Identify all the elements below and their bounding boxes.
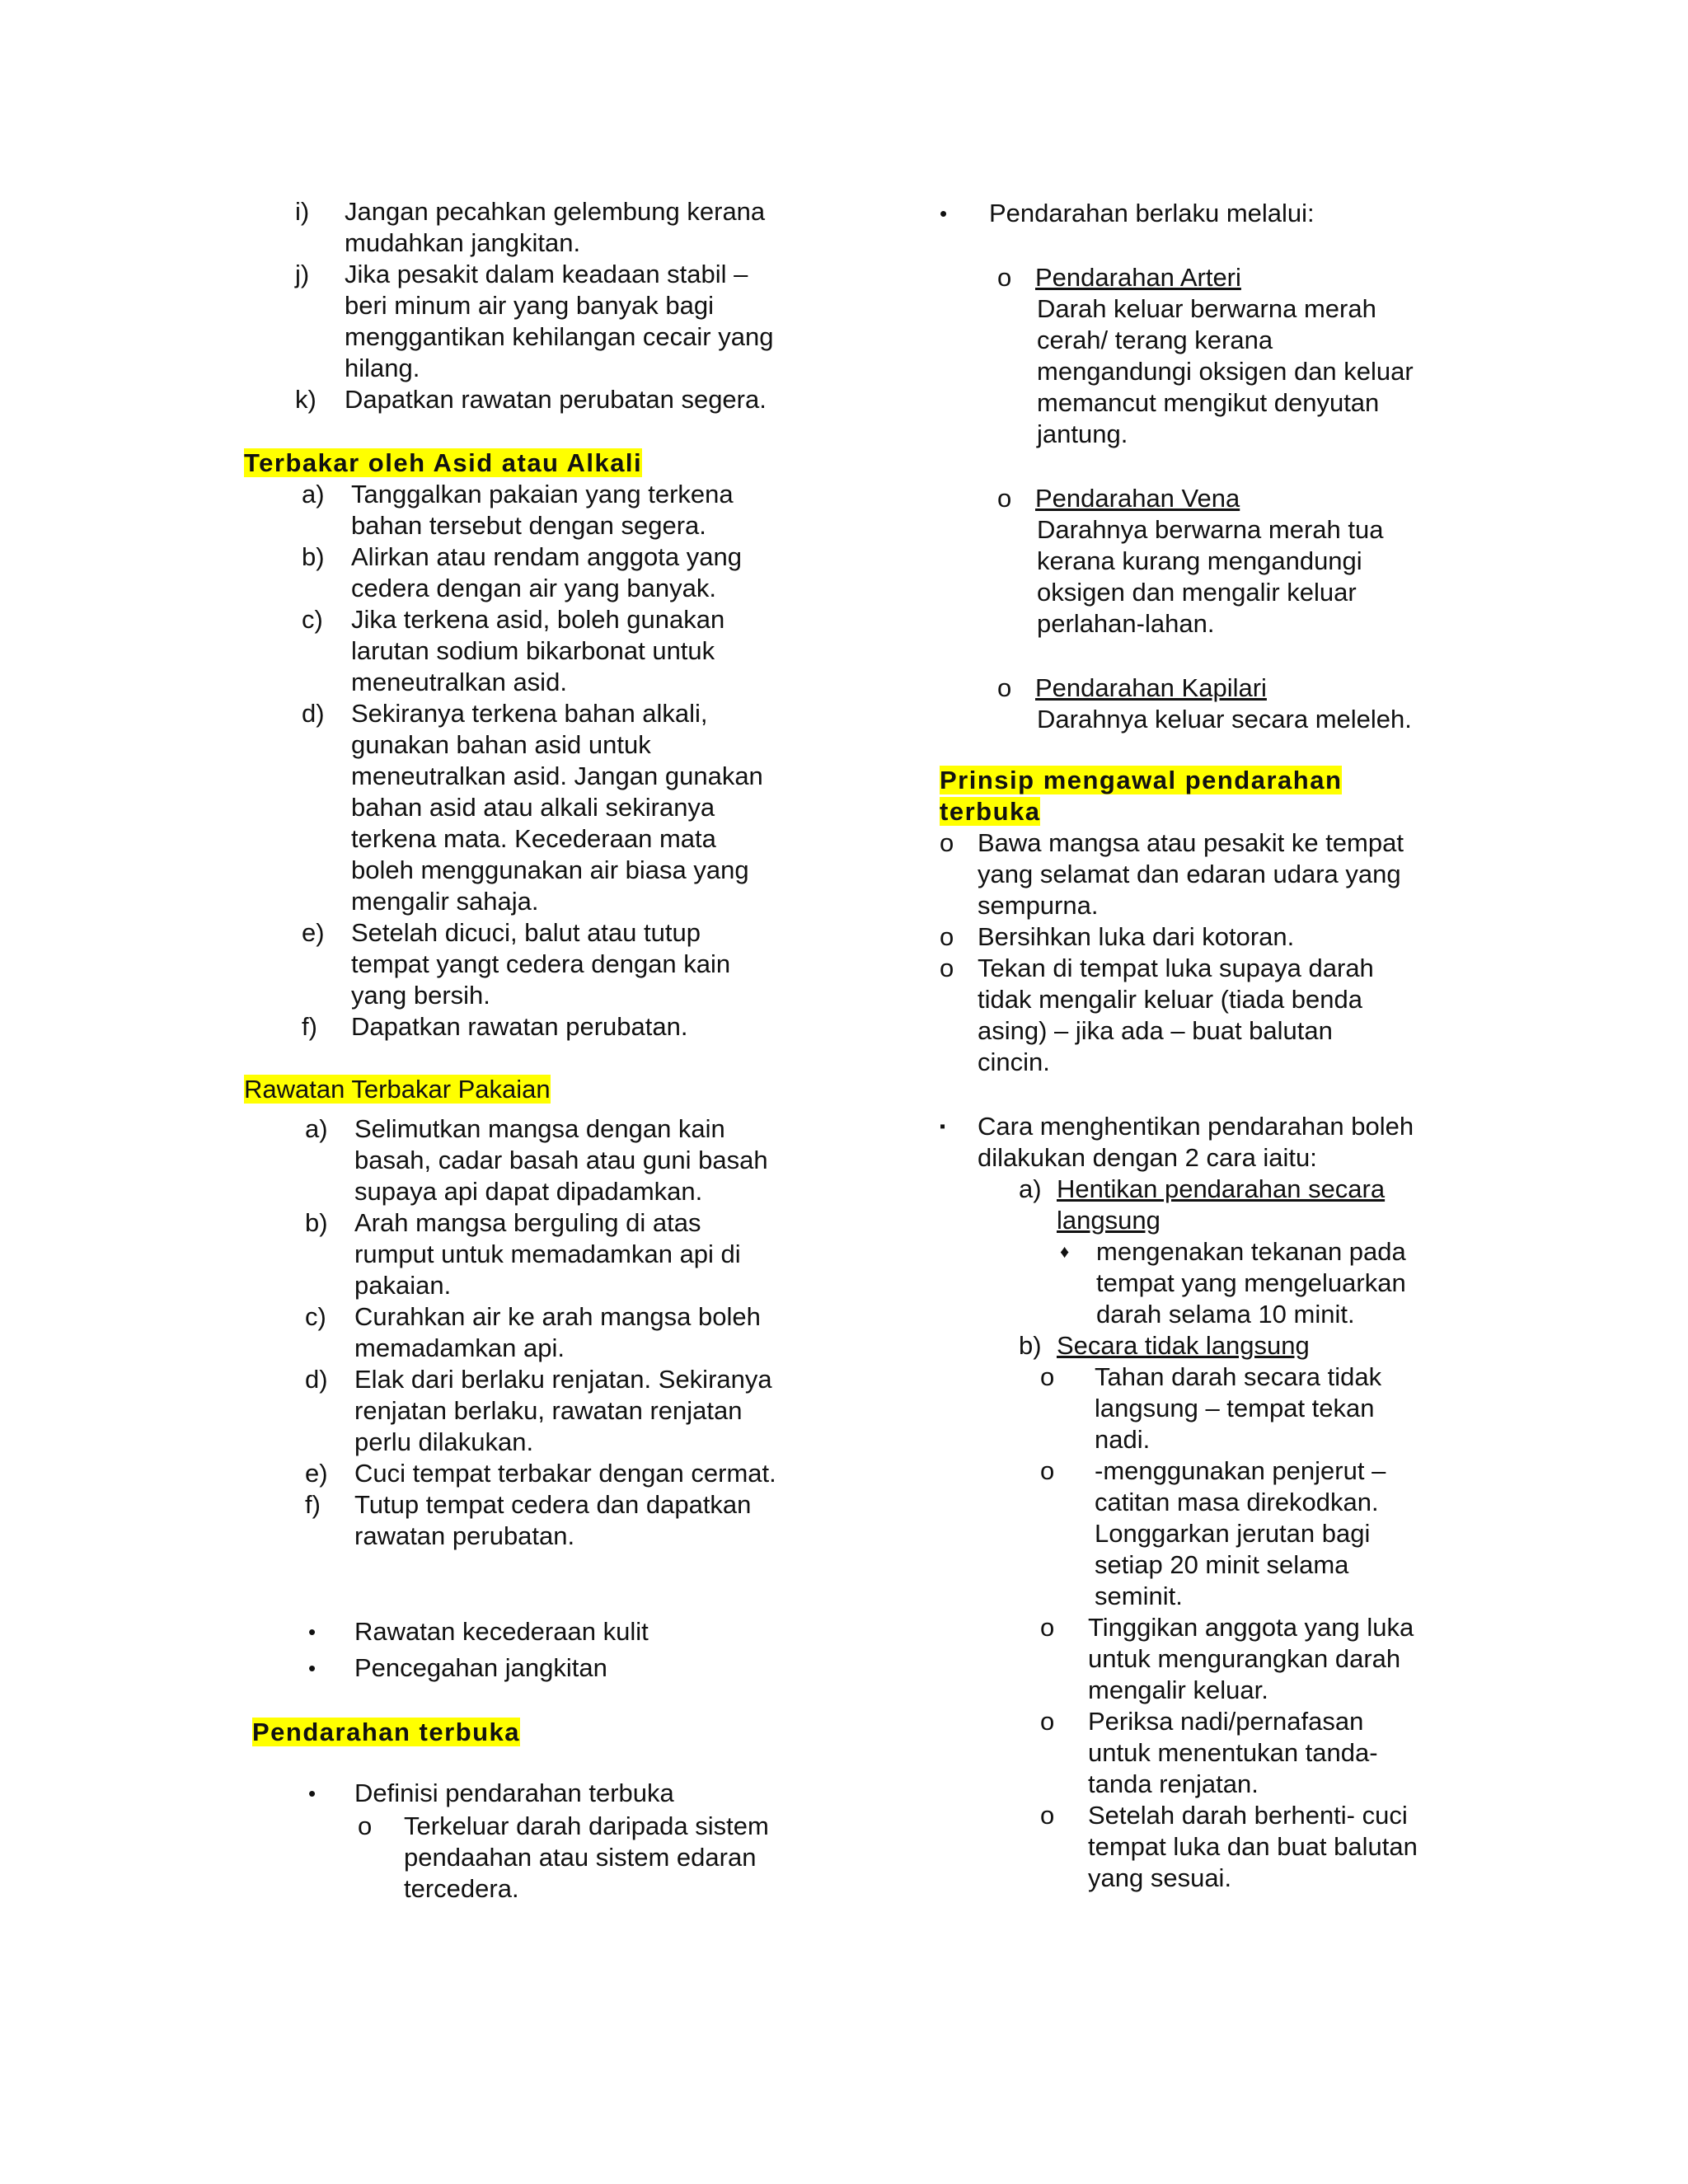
- list-marker: j): [295, 260, 310, 288]
- bleeding-type-arteri: [997, 262, 1467, 450]
- list-marker: c): [302, 605, 323, 634]
- type-title: Pendarahan Kapilari: [1035, 673, 1267, 702]
- list-text: Pencegahan jangkitan: [354, 1653, 607, 1682]
- clothing-heading: Rawatan Terbakar Pakaian: [244, 1075, 551, 1104]
- square-bullet-icon: ▪: [940, 1118, 946, 1136]
- bleeding-type-kapilari: [997, 673, 1467, 735]
- list-item: [302, 698, 821, 917]
- list-item: [308, 1778, 821, 1809]
- bleeding-heading: Pendarahan terbuka: [252, 1718, 521, 1746]
- list-marker: k): [295, 385, 316, 414]
- list-text: Tinggikan anggota yang luka untuk mengurangkan darah mengalir keluar.: [1088, 1613, 1414, 1704]
- list-item: [1040, 1455, 1467, 1612]
- list-text: Bawa mangsa atau pesakit ke tempat yang selamat dan edaran udara yang sempurna.: [978, 828, 1404, 920]
- list-text: Jangan pecahkan gelembung kerana mudahkan jangkitan.: [345, 197, 766, 257]
- list-marker: i): [295, 197, 310, 226]
- type-title: Pendarahan Vena: [1035, 484, 1240, 513]
- bullet-icon: •: [308, 1619, 316, 1644]
- list-text: Tutup tempat cedera dan dapatkan rawatan perubatan.: [354, 1490, 752, 1550]
- method-title: Hentikan pendarahan secara langsung: [1057, 1174, 1386, 1235]
- list-item: [1040, 1800, 1467, 1894]
- list-marker: d): [302, 699, 325, 728]
- list-text: Bersihkan luka dari kotoran.: [978, 922, 1295, 951]
- bullet-icon: •: [940, 201, 948, 226]
- list-item: [1040, 1612, 1467, 1706]
- list-text: Curahkan air ke arah mangsa boleh memadamkan api.: [354, 1302, 761, 1362]
- circle-bullet-icon: o: [1040, 1362, 1055, 1391]
- circle-bullet-icon: o: [940, 954, 954, 982]
- list-item: [305, 1364, 821, 1458]
- circle-bullet-icon: o: [997, 263, 1012, 292]
- list-item: [305, 1207, 821, 1301]
- circle-bullet-icon: o: [940, 922, 954, 951]
- circle-bullet-icon: o: [1040, 1801, 1055, 1830]
- list-text: Tanggalkan pakaian yang terkena bahan tersebut dengan segera.: [351, 480, 734, 540]
- list-text: Selimutkan mangsa dengan kain basah, cadar basah atau guni basah supaya api dapat dipadamkan.: [354, 1114, 768, 1206]
- list-item: [302, 541, 821, 604]
- list-marker: f): [305, 1490, 321, 1519]
- definition-block: [244, 1778, 821, 1905]
- list-item: [940, 921, 1467, 953]
- diamond-bullet-icon: ♦: [1060, 1241, 1070, 1262]
- list-item: [308, 1652, 821, 1684]
- acid-heading: Terbakar oleh Asid atau Alkali: [244, 448, 643, 477]
- clothing-list: [244, 1113, 821, 1552]
- list-item: [308, 1616, 821, 1647]
- list-item: [295, 384, 821, 415]
- bleeding-type-vena: [997, 483, 1467, 640]
- definition-label: Definisi pendarahan terbuka: [354, 1779, 674, 1807]
- list-text: Setelah dicuci, balut atau tutup tempat yangt cedera dengan kain yang bersih.: [351, 918, 731, 1010]
- list-text: Jika pesakit dalam keadaan stabil – beri minum air yang banyak bagi menggantikan kehilangan cecair yang hilang.: [345, 260, 774, 382]
- list-text: Elak dari berlaku renjatan. Sekiranya renjatan berlaku, rawatan renjatan perlu dilakukan.: [354, 1365, 772, 1456]
- list-text: Tahan darah secara tidak langsung – tempat tekan nadi.: [1095, 1362, 1382, 1454]
- list-marker: a): [1019, 1174, 1042, 1203]
- list-ijk: [244, 196, 821, 415]
- method-title: Secara tidak langsung: [1057, 1331, 1310, 1360]
- circle-bullet-icon: o: [997, 673, 1012, 702]
- list-text: Jika terkena asid, boleh gunakan larutan sodium bikarbonat untuk meneutralkan asid.: [351, 605, 725, 696]
- list-text: Dapatkan rawatan perubatan segera.: [345, 385, 767, 414]
- list-item: [305, 1113, 821, 1207]
- bullet-list: [244, 1616, 821, 1684]
- list-item: [1040, 1361, 1467, 1455]
- intro-text: Pendarahan berlaku melalui:: [989, 199, 1315, 227]
- list-item: [305, 1458, 821, 1489]
- list-marker: d): [305, 1365, 328, 1394]
- definition-text: Terkeluar darah daripada sistem pendaahan atau sistem edaran tercedera.: [404, 1811, 769, 1903]
- circle-bullet-icon: o: [997, 484, 1012, 513]
- type-desc: Darahnya keluar secara meleleh.: [1037, 705, 1412, 733]
- list-marker: e): [305, 1459, 328, 1488]
- list-text: Sekiranya terkena bahan alkali, gunakan bahan asid untuk meneutralkan asid. Jangan gunakan bahan asid atau alkali sekiranya terkena mata. Kecederaan mata boleh menggunakan air biasa yang mengalir sahaja.: [351, 699, 763, 916]
- circle-bullet-icon: o: [1040, 1456, 1055, 1485]
- type-desc: Darah keluar berwarna merah cerah/ terang kerana mengandungi oksigen dan keluar memancut mengikut denyutan jantung.: [1037, 294, 1414, 448]
- type-desc: Darahnya berwarna merah tua kerana kurang mengandungi oksigen dan mengalir keluar perlahan-lahan.: [1037, 515, 1384, 638]
- acid-list: [244, 479, 821, 1043]
- bleeding-types: [940, 262, 1467, 735]
- indirect-list: [1019, 1361, 1467, 1894]
- list-text: Alirkan atau rendam anggota yang cedera dengan air yang banyak.: [351, 542, 742, 602]
- list-text: Tekan di tempat luka supaya darah tidak mengalir keluar (tiada benda asing) – jika ada – buat balutan cincin.: [978, 954, 1374, 1076]
- list-text: Setelah darah berhenti- cuci tempat luka dan buat balutan yang sesuai.: [1088, 1801, 1418, 1892]
- list-marker: a): [305, 1114, 328, 1143]
- bullet-icon: •: [308, 1656, 316, 1680]
- list-item: [302, 479, 821, 541]
- list-item: [302, 1011, 821, 1043]
- indirect-method: [940, 1330, 1467, 1894]
- circle-bullet-icon: o: [358, 1811, 373, 1840]
- type-title: Pendarahan Arteri: [1035, 263, 1241, 292]
- principle-list: [940, 827, 1467, 1078]
- list-text: Arah mangsa berguling di atas rumput untuk memadamkan api di pakaian.: [354, 1208, 741, 1300]
- list-marker: b): [305, 1208, 328, 1237]
- intro-text: Cara menghentikan pendarahan boleh dilakukan dengan 2 cara iaitu:: [978, 1112, 1414, 1172]
- left-column: [244, 196, 821, 1905]
- list-item: [295, 259, 821, 384]
- list-marker: e): [302, 918, 325, 947]
- list-item: [305, 1489, 821, 1552]
- list-text: Cuci tempat terbakar dengan cermat.: [354, 1459, 776, 1488]
- list-text: Rawatan kecederaan kulit: [354, 1617, 649, 1646]
- bleeding-intro: [940, 198, 1467, 229]
- list-marker: b): [302, 542, 325, 571]
- list-marker: a): [302, 480, 325, 509]
- bullet-icon: •: [308, 1781, 316, 1806]
- direct-method: [940, 1174, 1467, 1330]
- list-marker: f): [302, 1012, 317, 1041]
- list-item: [295, 196, 821, 259]
- list-item: [1040, 1706, 1467, 1800]
- list-marker: c): [305, 1302, 326, 1331]
- circle-bullet-icon: o: [1040, 1613, 1055, 1642]
- list-text: -menggunakan penjerut – catitan masa direkodkan. Longgarkan jerutan bagi setiap 20 minit selama seminit.: [1095, 1456, 1386, 1610]
- list-item: [940, 953, 1467, 1078]
- list-marker: b): [1019, 1331, 1042, 1360]
- circle-bullet-icon: o: [1040, 1707, 1055, 1736]
- list-item: [305, 1301, 821, 1364]
- list-item: [940, 827, 1467, 921]
- right-column: [940, 198, 1467, 1894]
- list-item: [308, 1811, 821, 1905]
- principle-heading: Prinsip mengawal pendarahan terbuka: [940, 766, 1343, 826]
- list-text: Dapatkan rawatan perubatan.: [351, 1012, 688, 1041]
- method-detail: mengenakan tekanan pada tempat yang mengeluarkan darah selama 10 minit.: [1096, 1237, 1406, 1329]
- stop-bleeding-intro: [940, 1111, 1467, 1174]
- circle-bullet-icon: o: [940, 828, 954, 857]
- list-text: Periksa nadi/pernafasan untuk menentukan tanda-tanda renjatan.: [1088, 1707, 1378, 1798]
- list-item: [302, 604, 821, 698]
- list-item: [302, 917, 821, 1011]
